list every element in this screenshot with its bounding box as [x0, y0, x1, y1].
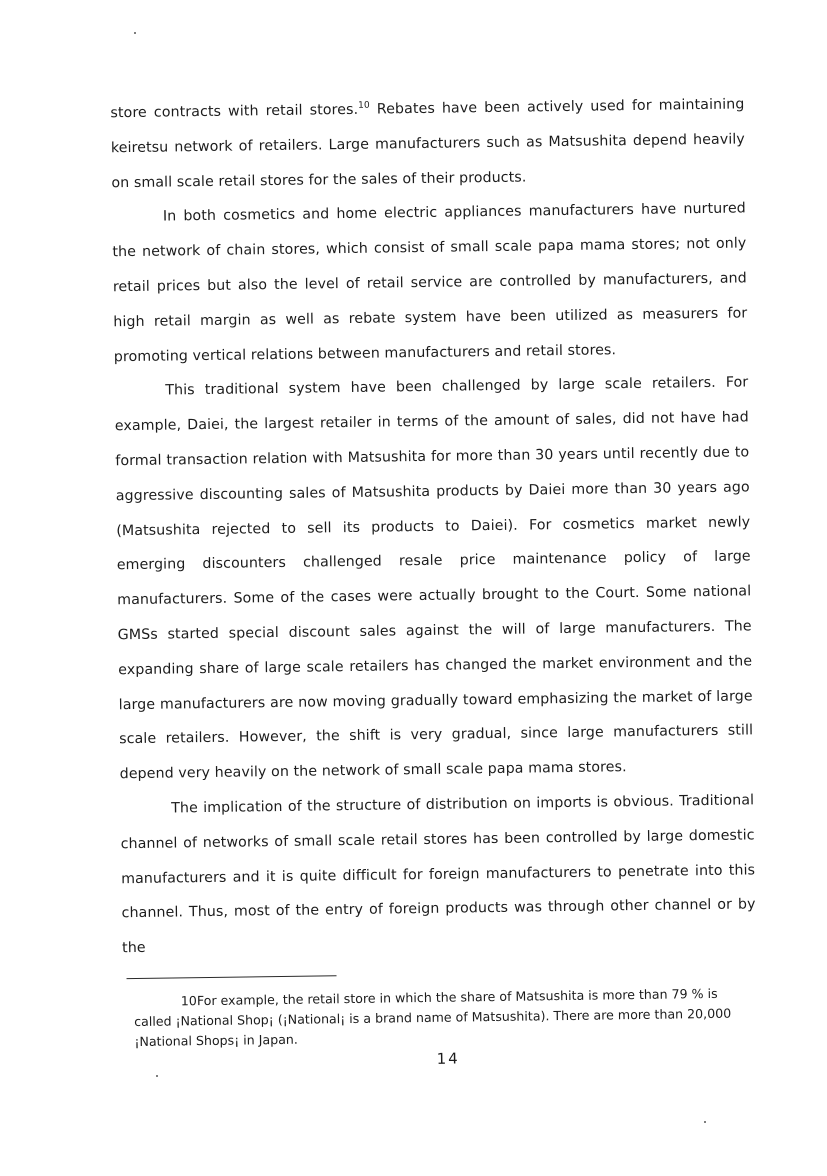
scan-speck — [704, 1121, 706, 1123]
paragraph-2: In both cosmetics and home electric appliances manufacturers have nurtured the network of chain stores, which consist of small scale papa mama stores; not only retail prices but also the level of retail service are controlled by manufacturers, and high retail margin as well as rebate system have been utilized as measurers for promoting vertical relations between manufacturers and retail stores. — [112, 200, 748, 365]
footnote-reference: 10 — [358, 100, 370, 111]
footnote-marker: 10 — [180, 993, 197, 1009]
paragraph-1-rest: Rebates have been actively used for maintaining keiretsu network of retailers. Large manufacturers such as Matsushita depend heavily on small scale retail stores for the sales of their products. — [110, 96, 745, 191]
paragraph-4: The implication of the structure of distribution on imports is obvious. Traditional channel of networks of small scale retail stores has been controlled by large domestic manufacturers and it is quite difficult for foreign manufacturers to penetrate into this channel. Thus, most of the entry of foreign products was through other channel or by the — [120, 792, 756, 957]
scan-speck — [156, 1075, 158, 1077]
footnote — [134, 983, 747, 1052]
footnote-divider — [127, 975, 337, 979]
paragraph-1 — [110, 87, 745, 200]
page-number: 14 — [436, 1049, 460, 1068]
paragraph-3: This traditional system have been challenged by large scale retailers. For example, Daiei, the largest retailer in terms of the amount of sales, did not have had formal transaction relation with Matsushita for more than 30 years until recently due to aggressive discounting sales of Matsushita products by Daiei more than 30 years ago (Matsushita rejected to sell its products to Daiei). For cosmetics market newly emerging discounters challenged resale price maintenance policy of large manufacturers. Some of the cases were actually brought to the Court. Some national GMSs started special discount sales against the will of large manufacturers. The expanding share of large scale retailers has changed the market environment and the large manufacturers are now moving gradually toward emphasizing the market of large scale retailers. However, the shift is very gradual, since large manufacturers still depend very heavily on the network of small scale papa mama stores. — [114, 374, 754, 783]
body-text — [110, 87, 756, 966]
footnote-text: For example, the retail store in which the share of Matsushita is more than 79 % is called ¡National Shop¡ (¡National¡ is a brand name of Matsushita). There are more than 20,000 ¡National Shops¡ in Japan. — [134, 985, 732, 1050]
paragraph-1-start: store contracts with retail stores. — [110, 101, 359, 122]
scan-speck — [134, 32, 136, 34]
